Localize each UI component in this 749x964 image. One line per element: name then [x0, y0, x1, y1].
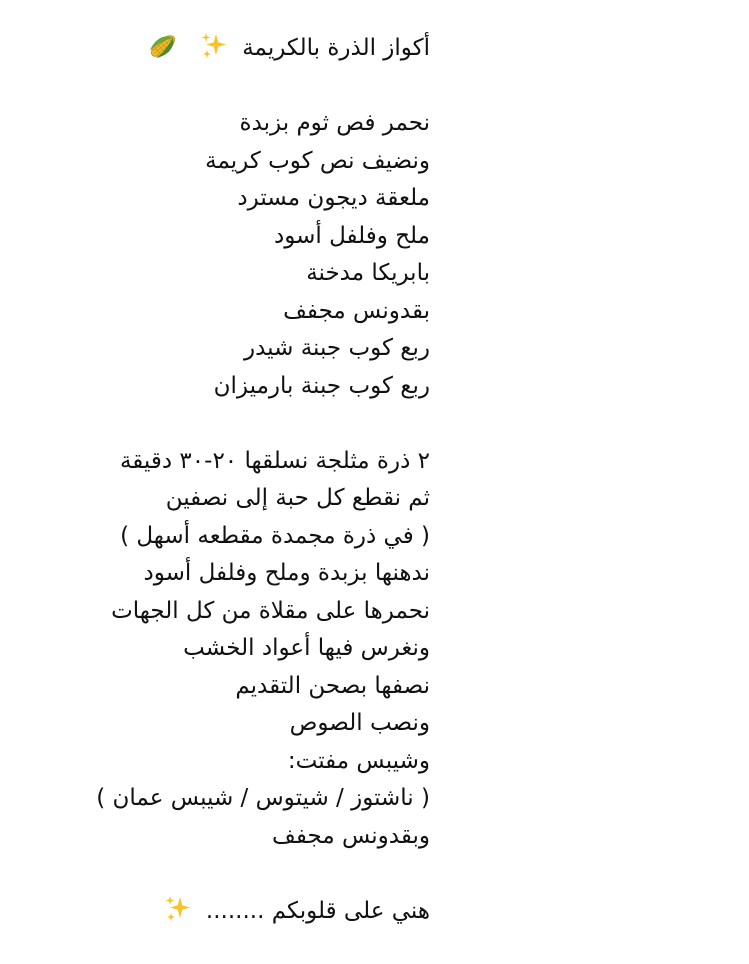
- sauce-line: بابريكا مدخنة: [306, 260, 430, 286]
- corn-line: ونغرس فيها أعواد الخشب: [183, 635, 430, 661]
- corn-icon: [146, 30, 180, 68]
- corn-line: ونصب الصوص: [289, 710, 430, 736]
- sauce-line: نحمر فص ثوم بزبدة: [239, 110, 430, 136]
- corn-line: نحمرها على مقلاة من كل الجهات: [111, 597, 430, 624]
- sauce-line: ملعقة ديجون مسترد: [237, 185, 430, 211]
- corn-section: [30, 443, 430, 856]
- corn-line: ٢ ذرة مثلجة نسلقها ٢٠-٣٠ دقيقة: [119, 447, 430, 474]
- sparkles-icon: [163, 893, 193, 931]
- spacer: [30, 68, 430, 106]
- closing-text: هني على قلوبكم ........: [205, 897, 430, 924]
- sauce-line: ونضيف نص كوب كريمة: [205, 147, 430, 174]
- sauce-line: ربع كوب جبنة شيدر: [244, 335, 430, 361]
- recipe-title: أكواز الذرة بالكريمة: [242, 35, 430, 61]
- corn-line: ( ناشتوز / شيتوس / شيبس عمان ): [96, 785, 430, 811]
- corn-line: وشيبس مفتت:: [287, 747, 430, 774]
- sauce-line: ملح وفلفل أسود: [274, 222, 430, 249]
- corn-line: ( في ذرة مجمدة مقطعه أسهل ): [120, 522, 430, 549]
- corn-line: وبقدونس مجفف: [272, 822, 430, 849]
- spacer: [30, 405, 430, 443]
- closing-line: [30, 893, 430, 931]
- sauce-line: بقدونس مجفف: [283, 297, 430, 324]
- sparkles-icon: [199, 30, 229, 68]
- corn-line: نصفها بصحن التقديم: [235, 672, 430, 699]
- corn-line: ثم نقطع كل حبة إلى نصفين: [165, 485, 430, 511]
- recipe-note: [30, 30, 430, 930]
- spacer: [30, 855, 430, 893]
- corn-line: ندهنها بزبدة وملح وفلفل أسود: [143, 560, 430, 586]
- sauce-line: ربع كوب جبنة بارميزان: [213, 372, 430, 399]
- recipe-title-line: [30, 30, 430, 68]
- sauce-section: [30, 105, 430, 405]
